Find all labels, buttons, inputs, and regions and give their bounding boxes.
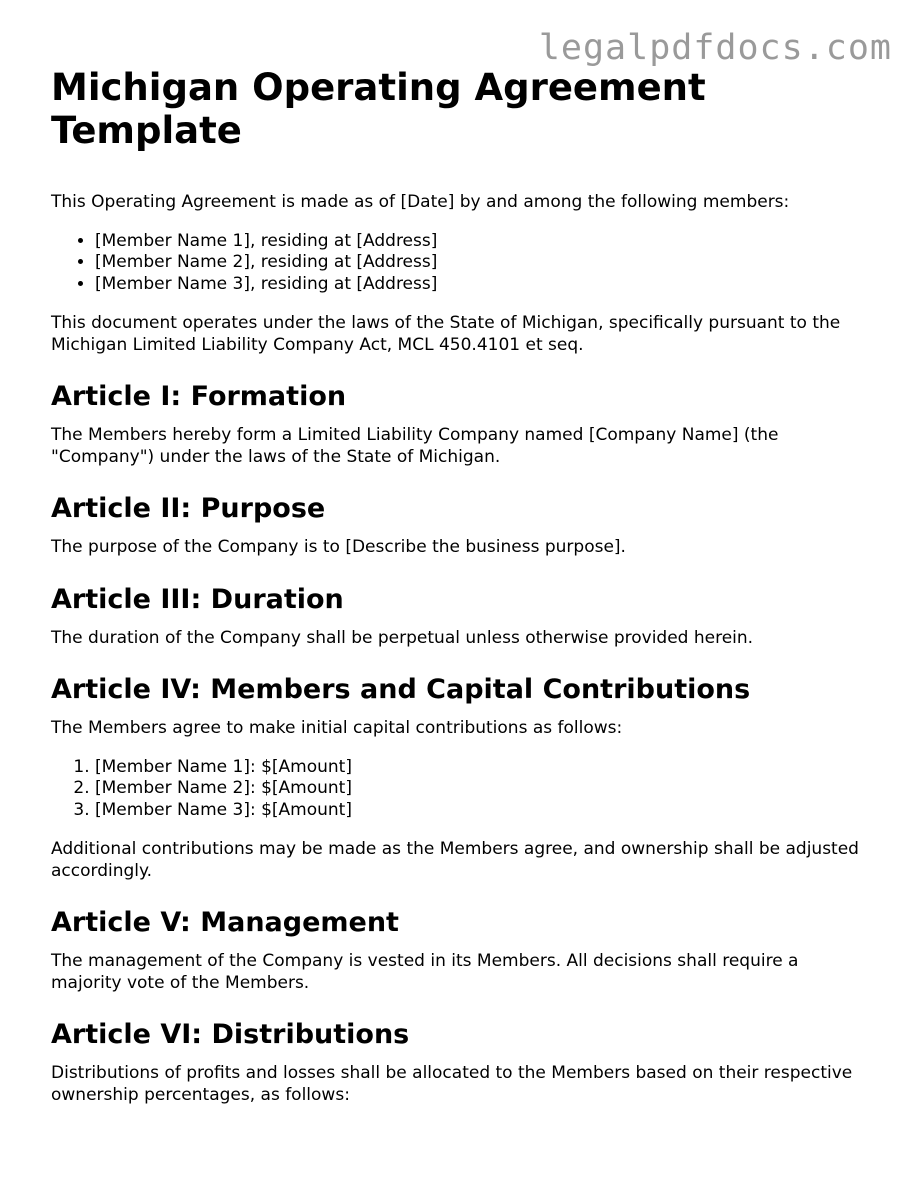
list-item: • [Member Name 3], residing at [Address] <box>95 274 861 296</box>
article-2-heading: Article II: Purpose <box>51 493 326 524</box>
contributions-list <box>51 757 861 822</box>
article-6-text: Distributions of profits and losses shall be allocated to the Members based on their respective ownership percentages, as follows: <box>51 1063 853 1105</box>
document-title: Michigan Operating Agreement Template <box>51 66 706 152</box>
article-4-heading: Article IV: Members and Capital Contributions <box>51 674 751 705</box>
list-item: • [Member Name 1], residing at [Address] <box>95 231 861 253</box>
article-1-heading: Article I: Formation <box>51 381 347 412</box>
article-5-heading: Article V: Management <box>51 907 399 938</box>
governing-law-paragraph: This document operates under the laws of the State of Michigan, specifically pursuant to the Michigan Limited Liability Company Act, MCL 450.4101 et seq. <box>51 313 841 355</box>
members-list <box>51 231 861 296</box>
article-5-text: The management of the Company is vested in its Members. All decisions shall require a majority vote of the Members. <box>51 951 799 993</box>
list-item: 2. [Member Name 2]: $[Amount] <box>95 778 861 800</box>
article-3-text: The duration of the Company shall be perpetual unless otherwise provided herein. <box>51 627 754 648</box>
article-4-text-2: Additional contributions may be made as the Members agree, and ownership shall be adjusted accordingly. <box>51 839 859 881</box>
article-4-text: The Members agree to make initial capital contributions as follows: <box>51 718 623 738</box>
list-item: 3. [Member Name 3]: $[Amount] <box>95 800 861 822</box>
article-1-text: The Members hereby form a Limited Liability Company named [Company Name] (the "Company") under the laws of the State of Michigan. <box>51 425 779 467</box>
list-item: • [Member Name 2], residing at [Address] <box>95 252 861 274</box>
watermark: legalpdfdocs.com <box>538 28 892 68</box>
list-item: 1. [Member Name 1]: $[Amount] <box>95 757 861 779</box>
intro-paragraph: This Operating Agreement is made as of [Date] by and among the following members: <box>51 192 790 212</box>
article-3-heading: Article III: Duration <box>51 583 344 615</box>
article-2-text: The purpose of the Company is to [Describe the business purpose]. <box>51 537 626 557</box>
document-body <box>51 66 861 1131</box>
article-6-heading: Article VI: Distributions <box>51 1019 410 1050</box>
